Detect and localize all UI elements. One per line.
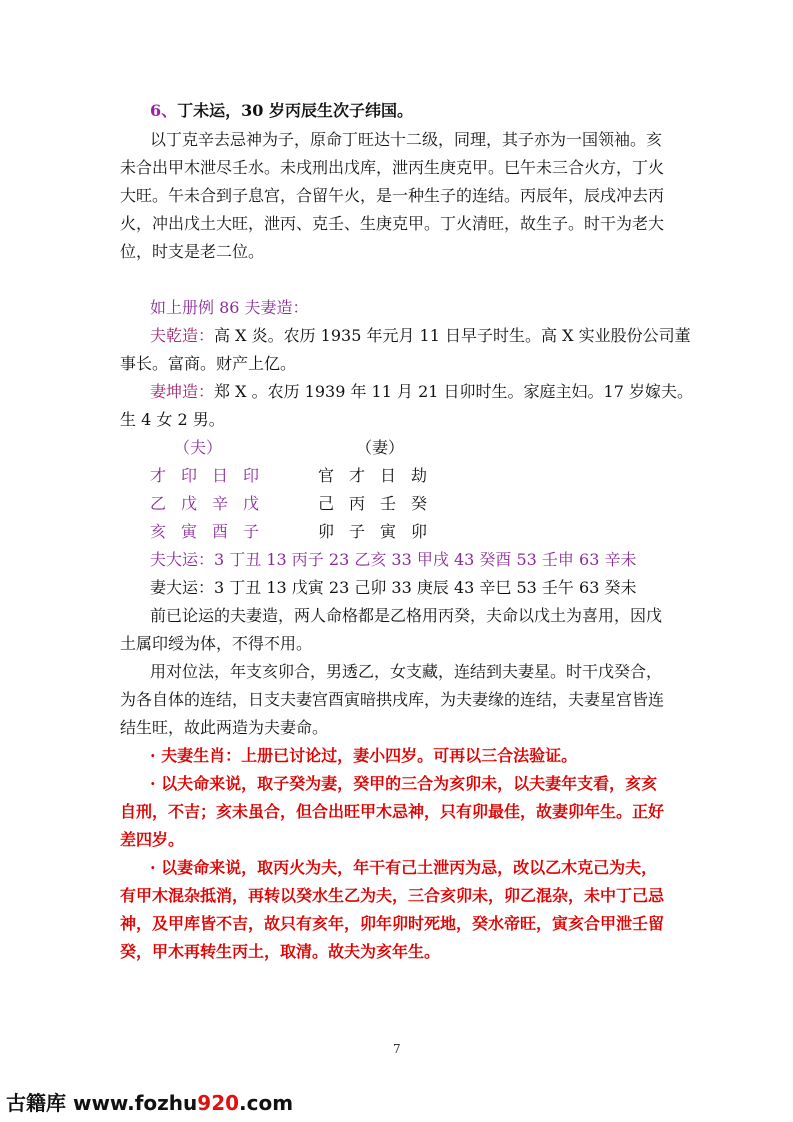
red-note-line: 自刑，不吉；亥未虽合，但合出旺甲木忌神，只有卯最佳，故妻卯年生。正好: [120, 802, 665, 821]
footer-watermark: [6, 1087, 293, 1116]
paragraph-line: 结生旺，故此两造为夫妻命。: [120, 718, 329, 737]
wife-line-2: 生 4 女 2 男。: [120, 410, 225, 429]
paragraph-line: 火，冲出戊土大旺，泄丙、克壬、生庚克甲。丁火清旺，故生子。时干为老大: [120, 214, 665, 233]
pillar-char: 卯: [411, 522, 428, 541]
pillar-char: 印: [181, 466, 198, 485]
wife-label: 妻坤造：: [150, 382, 215, 401]
husband-line: [150, 326, 710, 346]
pillar-char: 己: [318, 494, 335, 513]
pillar-char: 印: [243, 466, 260, 485]
husband-label: 夫乾造：: [150, 326, 215, 345]
section-heading: [150, 101, 710, 121]
pillar-char: 寅: [181, 522, 198, 541]
pillar-char: 子: [349, 522, 366, 541]
pillar-char: 官: [318, 466, 335, 485]
pillar-char: 卯: [318, 522, 335, 541]
pillar-char: 日: [380, 466, 397, 485]
husband-line-2: 事长。富商。财产上亿。: [120, 354, 297, 373]
wife-chart-header: （妻）: [356, 438, 405, 457]
pillar-char: 戊: [243, 494, 260, 513]
wife-pillar-row: [318, 494, 442, 514]
paragraph-line: 以丁克辛去忌神为子，原命丁旺达十二级，同理，其子亦为一国领袖。亥: [150, 130, 663, 149]
footer-brand: 古籍库 www.fozhu: [6, 1091, 198, 1115]
husband-info: 高 X 炎。农历 1935 年元月 11 日早子时生。高 X 实业股份公司董: [214, 326, 691, 345]
pillar-char: 寅: [380, 522, 397, 541]
pillar-char: 才: [349, 466, 366, 485]
paragraph-line: 大旺。午未合到子息宫，合留午火，是一种生子的连结。丙辰年，辰戌冲去丙: [120, 186, 665, 205]
pillar-char: 酉: [212, 522, 229, 541]
paragraph-line: 为各自体的连结，日支夫妻宫酉寅暗拱戌库，为夫妻缘的连结，夫妻星宫皆连: [120, 690, 665, 709]
wife-pillar-row: [318, 522, 442, 542]
page-number: 7: [393, 1042, 401, 1056]
paragraph-line: 位，时支是老二位。: [120, 242, 265, 261]
pillar-char: 丙: [349, 494, 366, 513]
pillar-char: 辛: [212, 494, 229, 513]
pillar-char: 子: [243, 522, 260, 541]
section-number: 6、: [150, 101, 178, 120]
paragraph-line: 未合出甲木泄尽壬水。未戌刑出戊库，泄丙生庚克甲。巳午未三合火方，丁火: [120, 158, 665, 177]
husband-pillar-row: [150, 466, 274, 486]
wife-info: 郑 X 。农历 1939 年 11 月 21 日卯时生。家庭主妇。17 岁嫁夫。: [214, 382, 693, 401]
husband-pillar-row: [150, 522, 274, 542]
paragraph-line: 用对位法，年支亥卯合，男透乙，女支藏，连结到夫妻星。时干戊癸合，: [150, 662, 663, 681]
red-note-line: 差四岁。: [120, 830, 185, 849]
footer-suffix: .com: [239, 1091, 294, 1115]
husband-pillar-row: [150, 494, 274, 514]
paragraph-line: 土属印绶为体，不得不用。: [120, 634, 313, 653]
footer-site-number: 920: [197, 1091, 240, 1115]
wife-pillar-row: [318, 466, 442, 486]
pillar-char: 劫: [411, 466, 428, 485]
pillar-char: 壬: [380, 494, 397, 513]
pillar-char: 戊: [181, 494, 198, 513]
section-title: 丁未运，30 岁丙辰生次子纬国。: [177, 101, 413, 120]
husband-chart-header: （夫）: [174, 438, 223, 457]
red-note-line: 有甲木混杂抵消，再转以癸水生乙为夫，三合亥卯未，卯乙混杂，未中丁己忌: [120, 886, 665, 905]
red-note-line: 癸，甲木再转生丙土，取清。故夫为亥年生。: [120, 942, 441, 961]
husband-luck-cycle: 夫大运：3 丁丑 13 丙子 23 乙亥 33 甲戌 43 癸酉 53 壬申 63 辛未: [150, 550, 637, 569]
paragraph-line: 前已论运的夫妻造，两人命格都是乙格用丙癸，夫命以戊土为喜用，因戊: [150, 606, 663, 625]
red-note-line: · 夫妻生肖：上册已讨论过，妻小四岁。可再以三合法验证。: [150, 746, 578, 765]
example-title: 如上册例 86 夫妻造：: [150, 298, 309, 317]
wife-luck-cycle: 妻大运：3 丁丑 13 戊寅 23 己卯 33 庚辰 43 辛巳 53 壬午 63 癸未: [150, 578, 637, 597]
pillar-char: 才: [150, 466, 167, 485]
pillar-char: 日: [212, 466, 229, 485]
red-note-line: 神，及甲库皆不吉，故只有亥年，卯年卯时死地，癸水帝旺，寅亥合甲泄壬留: [120, 914, 665, 933]
wife-line: [150, 382, 710, 402]
pillar-char: 癸: [411, 494, 428, 513]
red-note-line: · 以夫命来说，取子癸为妻，癸甲的三合为亥卯未，以夫妻年支看，亥亥: [150, 774, 658, 793]
red-note-line: · 以妻命来说，取丙火为夫，年干有己土泄丙为忌，改以乙木克己为夫，: [150, 858, 658, 877]
pillar-char: 乙: [150, 494, 167, 513]
pillar-char: 亥: [150, 522, 167, 541]
